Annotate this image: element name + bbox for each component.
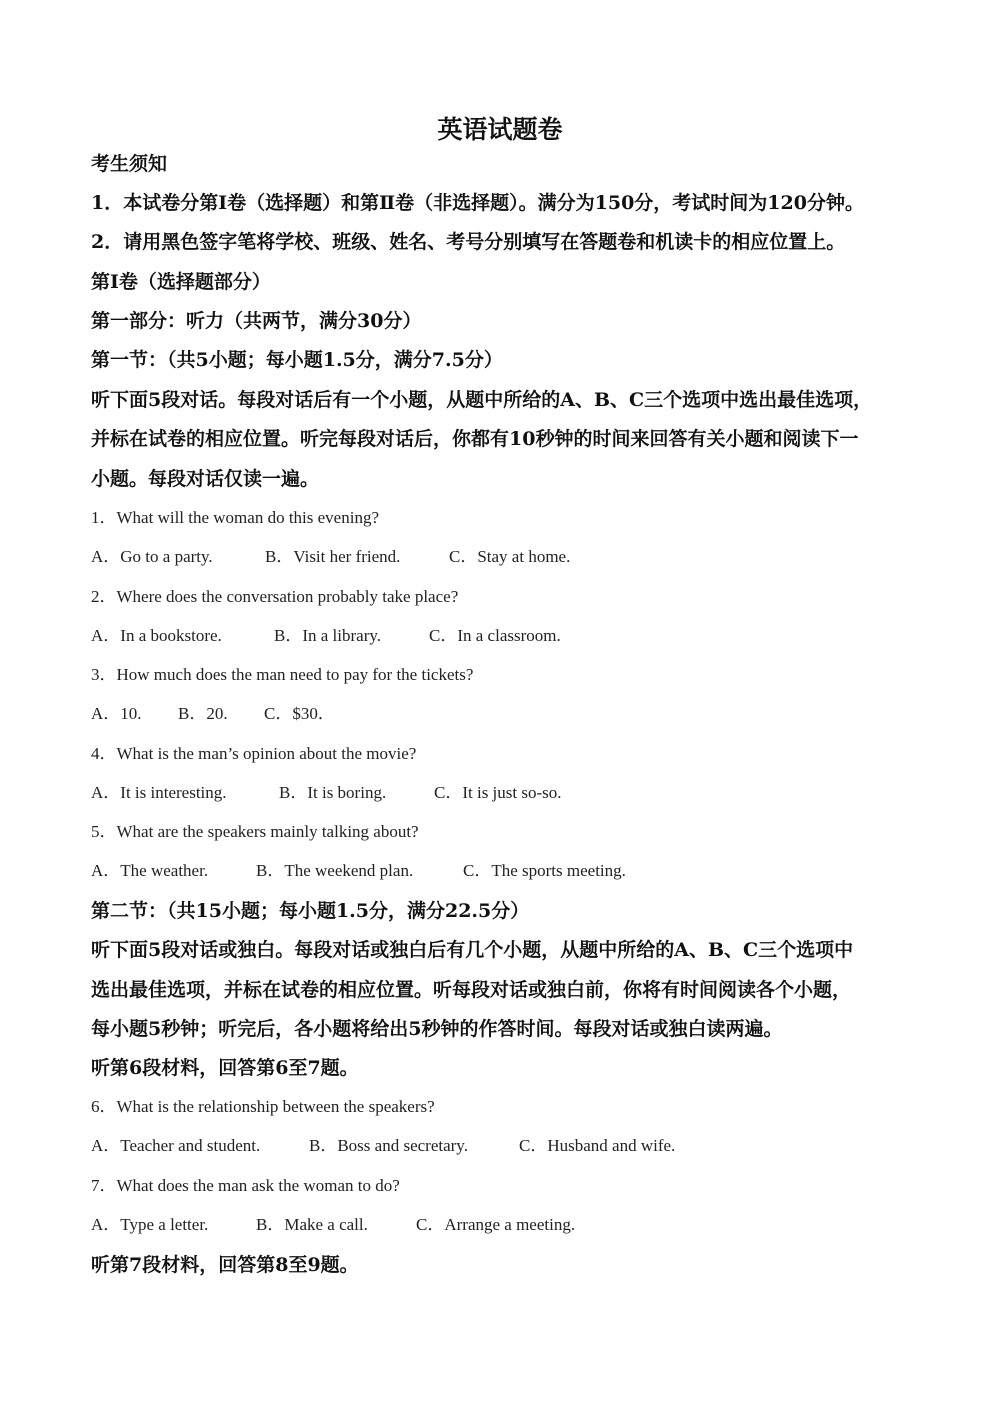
question-7: 7．What does the man ask the woman to do? xyxy=(91,1176,400,1195)
option-a: A．10. xyxy=(91,704,142,723)
instruction-line: 听下面5段对话或独白。每段对话或独白后有几个小题，从题中所给的A、B、C三个选项中 xyxy=(91,939,854,961)
question-6-options xyxy=(91,1134,675,1158)
question-3-options xyxy=(91,702,335,726)
option-a: A．In a bookstore. xyxy=(91,626,222,645)
question-2-options xyxy=(91,624,561,648)
option-a: A．The weather. xyxy=(91,861,209,880)
instruction-line: 选出最佳选项，并标在试卷的相应位置。听每段对话或独白前，你将有时间阅读各个小题， xyxy=(91,979,852,1001)
subsection-2-heading: 第二节：（共15小题；每小题1.5分，满分22.5分） xyxy=(91,900,530,922)
question-4-options xyxy=(91,781,562,805)
material-6-heading: 听第6段材料，回答第6至7题。 xyxy=(91,1057,359,1079)
question-1: 1．What will the woman do this evening? xyxy=(91,508,379,527)
option-c: C．Stay at home. xyxy=(449,547,571,566)
material-7-heading: 听第7段材料，回答第8至9题。 xyxy=(91,1254,359,1276)
option-c: C．It is just so-so. xyxy=(434,783,562,802)
option-a: A．It is interesting. xyxy=(91,783,227,802)
option-b: B．In a library. xyxy=(274,626,382,645)
instruction-line: 听下面5段对话。每段对话后有一个小题，从题中所给的A、B、C三个选项中选出最佳选项， xyxy=(91,389,873,411)
volume-heading: 第Ⅰ卷（选择题部分） xyxy=(91,271,271,293)
option-c: C．Arrange a meeting. xyxy=(416,1215,576,1234)
question-4: 4．What is the man’s opinion about the movie? xyxy=(91,744,417,763)
subsection-1-heading: 第一节：（共5小题；每小题1.5分，满分7.5分） xyxy=(91,349,503,371)
instruction-line: 小题。每段对话仅读一遍。 xyxy=(91,468,320,490)
question-6: 6．What is the relationship between the speakers? xyxy=(91,1097,435,1116)
notice-heading: 考生须知 xyxy=(91,153,168,175)
section-heading: 第一部分：听力（共两节，满分30分） xyxy=(91,310,422,332)
option-a: A．Teacher and student. xyxy=(91,1136,261,1155)
option-b: B．Make a call. xyxy=(256,1215,368,1234)
option-a: A．Go to a party. xyxy=(91,547,213,566)
notice-item-1: 1．本试卷分第Ⅰ卷（选择题）和第Ⅱ卷（非选择题）。满分为150分，考试时间为120分钟。 xyxy=(91,192,864,214)
question-1-options xyxy=(91,545,570,569)
option-c: C．$30． xyxy=(264,704,335,723)
option-b: B．Boss and secretary. xyxy=(309,1136,468,1155)
option-c: C．Husband and wife. xyxy=(519,1136,676,1155)
question-2: 2．Where does the conversation probably take place? xyxy=(91,587,459,606)
question-3: 3．How much does the man need to pay for the tickets? xyxy=(91,665,474,684)
instruction-line: 并标在试卷的相应位置。听完每段对话后，你都有10秒钟的时间来回答有关小题和阅读下一 xyxy=(91,428,859,450)
option-c: C．In a classroom. xyxy=(429,626,561,645)
question-7-options xyxy=(91,1213,575,1237)
question-5: 5．What are the speakers mainly talking about? xyxy=(91,822,419,841)
page-title: 英语试题卷 xyxy=(437,115,563,144)
option-c: C．The sports meeting. xyxy=(463,861,626,880)
option-a: A．Type a letter. xyxy=(91,1215,209,1234)
notice-item-2: 2．请用黑色签字笔将学校、班级、姓名、考号分别填写在答题卷和机读卡的相应位置上。 xyxy=(91,231,846,253)
option-b: B．The weekend plan. xyxy=(256,861,414,880)
question-5-options xyxy=(91,859,626,883)
option-b: B．Visit her friend. xyxy=(265,547,401,566)
option-b: B．It is boring. xyxy=(279,783,387,802)
instruction-line: 每小题5秒钟；听完后，各小题将给出5秒钟的作答时间。每段对话或独白读两遍。 xyxy=(91,1018,783,1040)
option-b: B．20. xyxy=(178,704,228,723)
